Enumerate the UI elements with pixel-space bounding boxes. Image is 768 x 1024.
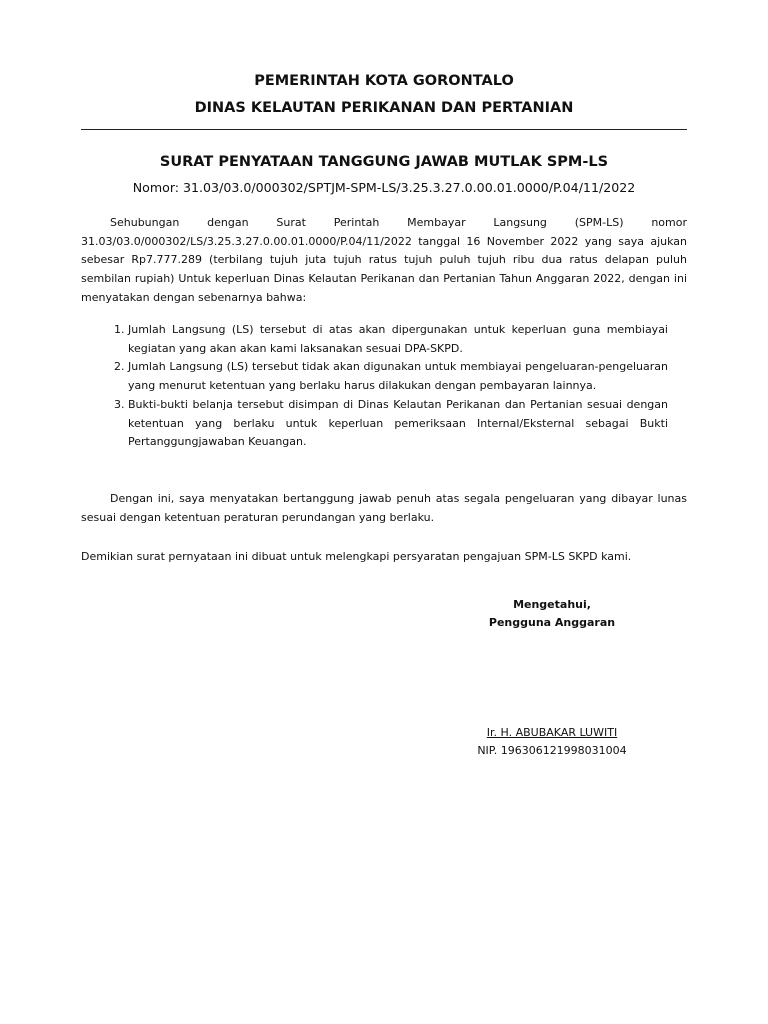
document-title: SURAT PENYATAAN TANGGUNG JAWAB MUTLAK SPM-LS <box>159 154 609 170</box>
signature-role: Pengguna Anggaran <box>488 616 616 629</box>
signature-nip: NIP. 196306121998031004 <box>477 744 627 757</box>
responsibility-paragraph: Dengan ini, saya menyatakan bertanggung jawab penuh atas segala pengeluaran yang dibayar lunas sesuai dengan ketentuan peraturan perundangan yang berlaku. <box>81 492 687 524</box>
closing-paragraph: Demikian surat pernyataan ini dibuat untuk melengkapi persyaratan pengajuan SPM-LS SKPD kami. <box>81 550 632 563</box>
header-government: PEMERINTAH KOTA GORONTALO <box>254 73 514 89</box>
header-divider <box>81 129 687 130</box>
list-item: 2. Jumlah Langsung (LS) tersebut tidak akan digunakan untuk membiayai pengeluaran-pengeluaran yang menurut ketentuan yang berlaku harus dilakukan dengan pembayaran lainnya. <box>128 358 668 395</box>
intro-paragraph: Sehubungan dengan Surat Perintah Membayar Langsung (SPM-LS) nomor 31.03/03.0/000302/LS/3.25.3.27.0.00.01.0000/P.04/11/2022 tanggal 16 November 2022 yang saya ajukan sebesar Rp7.777.289 (terbilang tujuh juta tujuh ratus tujuh puluh tujuh ribu dua ratus delapan puluh sembilan rupiah) Untuk keperluan Dinas Kelautan Perikanan dan Pertanian Tahun Anggaran 2022, dengan ini menyatakan dengan sebenarnya bahwa: <box>81 216 687 304</box>
list-item: 1. Jumlah Langsung (LS) tersebut di atas akan dipergunakan untuk keperluan guna membiayai kegiatan yang akan akan kami laksanakan sesuai DPA-SKPD. <box>128 321 668 358</box>
document-number: Nomor: 31.03/03.0/000302/SPTJM-SPM-LS/3.25.3.27.0.00.01.0000/P.04/11/2022 <box>132 180 636 195</box>
signature-name <box>440 726 664 739</box>
signature-acknowledged: Mengetahui, <box>513 598 591 611</box>
list-item: 3. Bukti-bukti belanja tersebut disimpan di Dinas Kelautan Perikanan dan Pertanian sesuai dengan ketentuan yang berlaku untuk keperluan pemeriksaan Internal/Eksternal sebagai Bukti Pertanggungjawaban Keuangan. <box>128 396 668 452</box>
signature-name-text: Ir. H. ABUBAKAR LUWITI <box>486 726 618 739</box>
header-department: DINAS KELAUTAN PERIKANAN DAN PERTANIAN <box>194 100 574 116</box>
statement-points-list <box>81 321 668 452</box>
